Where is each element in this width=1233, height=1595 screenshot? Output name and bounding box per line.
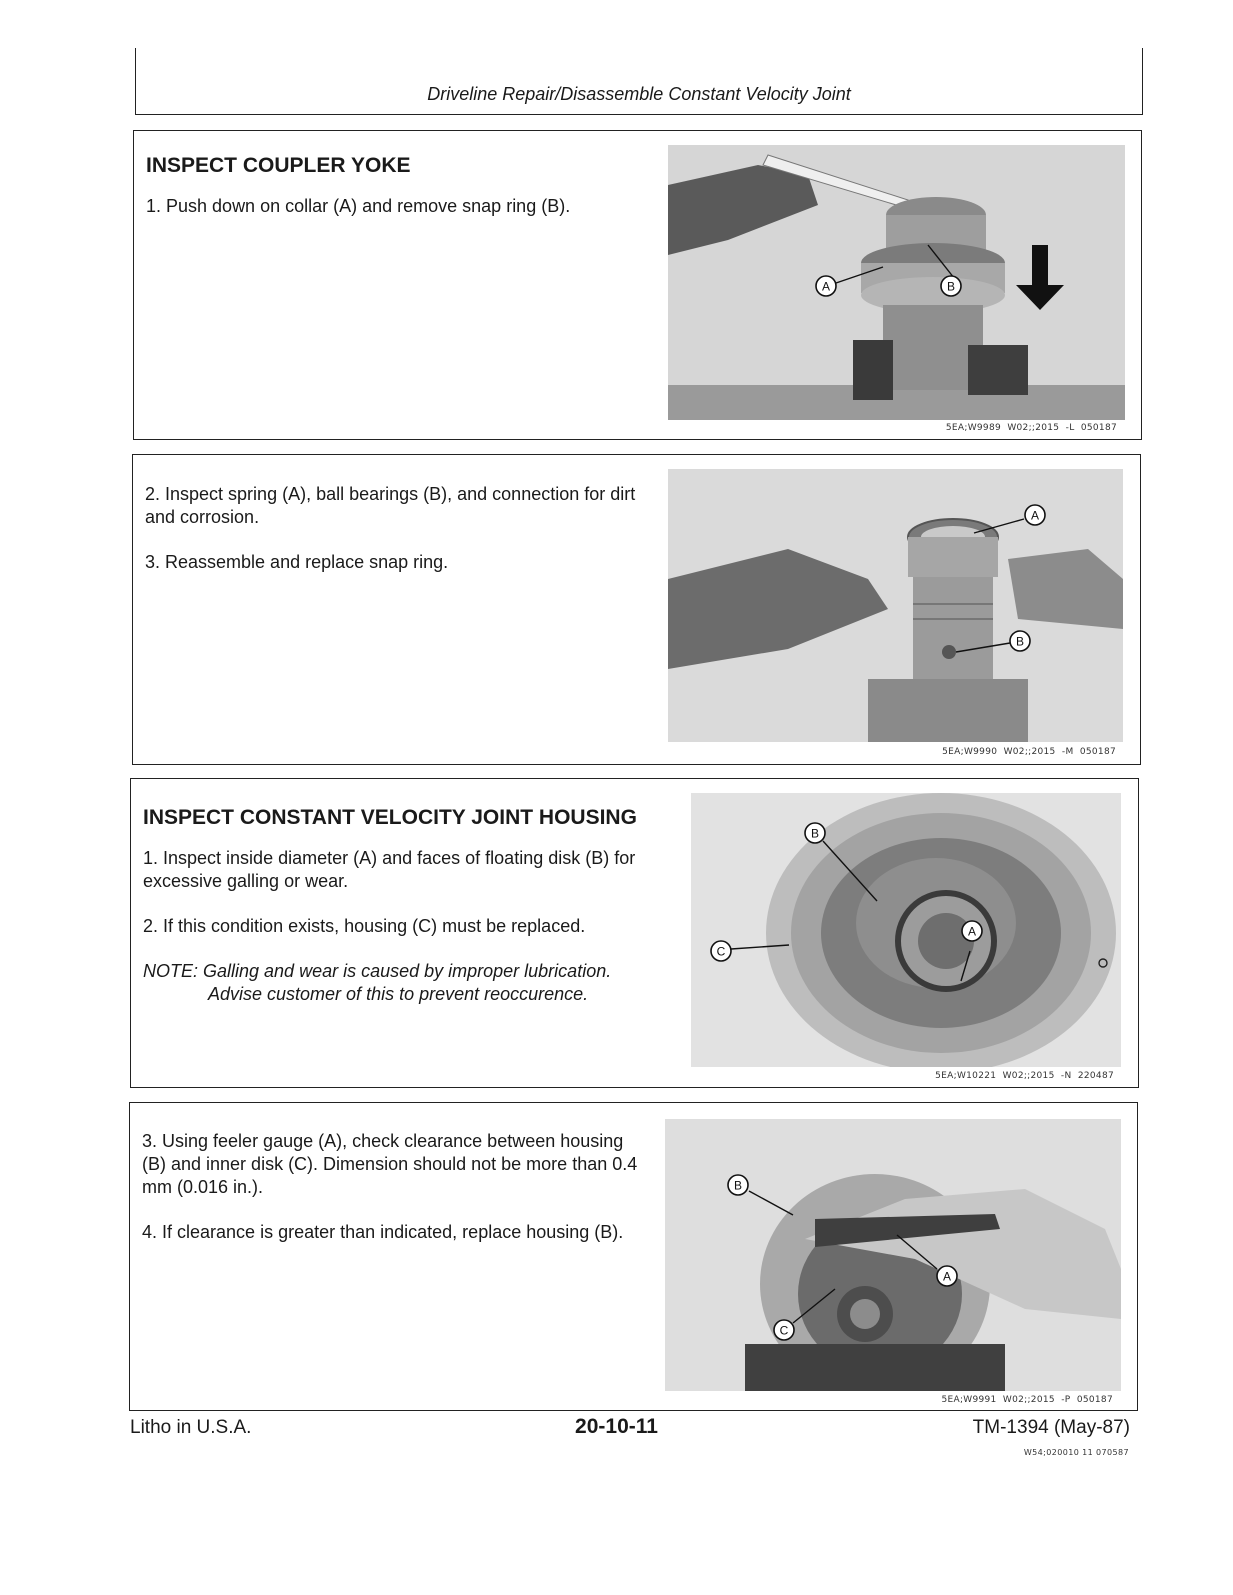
section-heading: INSPECT CONSTANT VELOCITY JOINT HOUSING <box>143 806 637 829</box>
page-number: 20-10-11 <box>575 1415 658 1438</box>
step-text: 2. If this condition exists, housing (C) must be replaced. <box>143 916 586 936</box>
callout-c-label: C <box>779 1323 789 1338</box>
step-text: 3. Using feeler gauge (A), check clearance between housing (B) and inner disk (C). Dimension should not be more than 0.4 mm (0.016 in.). <box>142 1131 638 1197</box>
callout-b-label: B <box>810 826 820 841</box>
footer-manual-id: TM-1394 (May-87) <box>972 1417 1130 1438</box>
callout-b-label: B <box>733 1178 743 1193</box>
step-text: 1. Inspect inside diameter (A) and faces of floating disk (B) for excessive galling or wear. <box>143 848 636 891</box>
callout-a-label: A <box>942 1269 952 1284</box>
callout-a-label: A <box>821 279 831 294</box>
callout-b-label: B <box>1015 634 1025 649</box>
note-line-2: Advise customer of this to prevent reoccurence. <box>208 984 589 1004</box>
section-text <box>146 155 654 240</box>
footer-code: W54;020010 11 070587 <box>1023 1448 1129 1457</box>
section-inspect-coupler-yoke <box>133 130 1142 440</box>
note-text <box>143 960 651 1006</box>
page-header <box>135 48 1143 115</box>
section-inspect-cv-joint-housing <box>130 778 1139 1088</box>
step-text: 4. If clearance is greater than indicated, replace housing (B). <box>142 1222 624 1242</box>
figure-caption: 5EA;W9989 W02;;2015 -L 050187 <box>945 423 1117 433</box>
figure-caption: 5EA;W10221 W02;;2015 -N 220487 <box>935 1071 1114 1081</box>
callout-a-label: A <box>1030 508 1040 523</box>
section-check-clearance <box>129 1102 1138 1411</box>
cv-joint-housing-photo <box>691 793 1121 1067</box>
step-text: 1. Push down on collar (A) and remove snap ring (B). <box>146 196 571 216</box>
callout-b-label: B <box>946 279 956 294</box>
step-text: 3. Reassemble and replace snap ring. <box>145 552 449 572</box>
figure-caption: 5EA;W9990 W02;;2015 -M 050187 <box>942 747 1116 757</box>
section-text <box>145 483 653 596</box>
section-heading: INSPECT COUPLER YOKE <box>146 154 411 177</box>
header-title: Driveline Repair/Disassemble Constant Velocity Joint <box>427 84 851 104</box>
note-line-1: NOTE: Galling and wear is caused by improper lubrication. <box>143 961 612 981</box>
callout-a-label: A <box>967 924 977 939</box>
step-text: 2. Inspect spring (A), ball bearings (B), and connection for dirt and corrosion. <box>145 484 636 527</box>
footer-litho: Litho in U.S.A. <box>130 1417 252 1438</box>
feeler-gauge-photo <box>665 1119 1121 1391</box>
section-text <box>142 1130 650 1266</box>
callout-c-label: C <box>716 944 726 959</box>
spring-bearings-photo <box>668 469 1123 742</box>
section-inspect-spring <box>132 454 1141 765</box>
figure-caption: 5EA;W9991 W02;;2015 -P 050187 <box>941 1395 1113 1405</box>
section-text <box>143 807 651 1006</box>
coupler-yoke-photo <box>668 145 1125 420</box>
